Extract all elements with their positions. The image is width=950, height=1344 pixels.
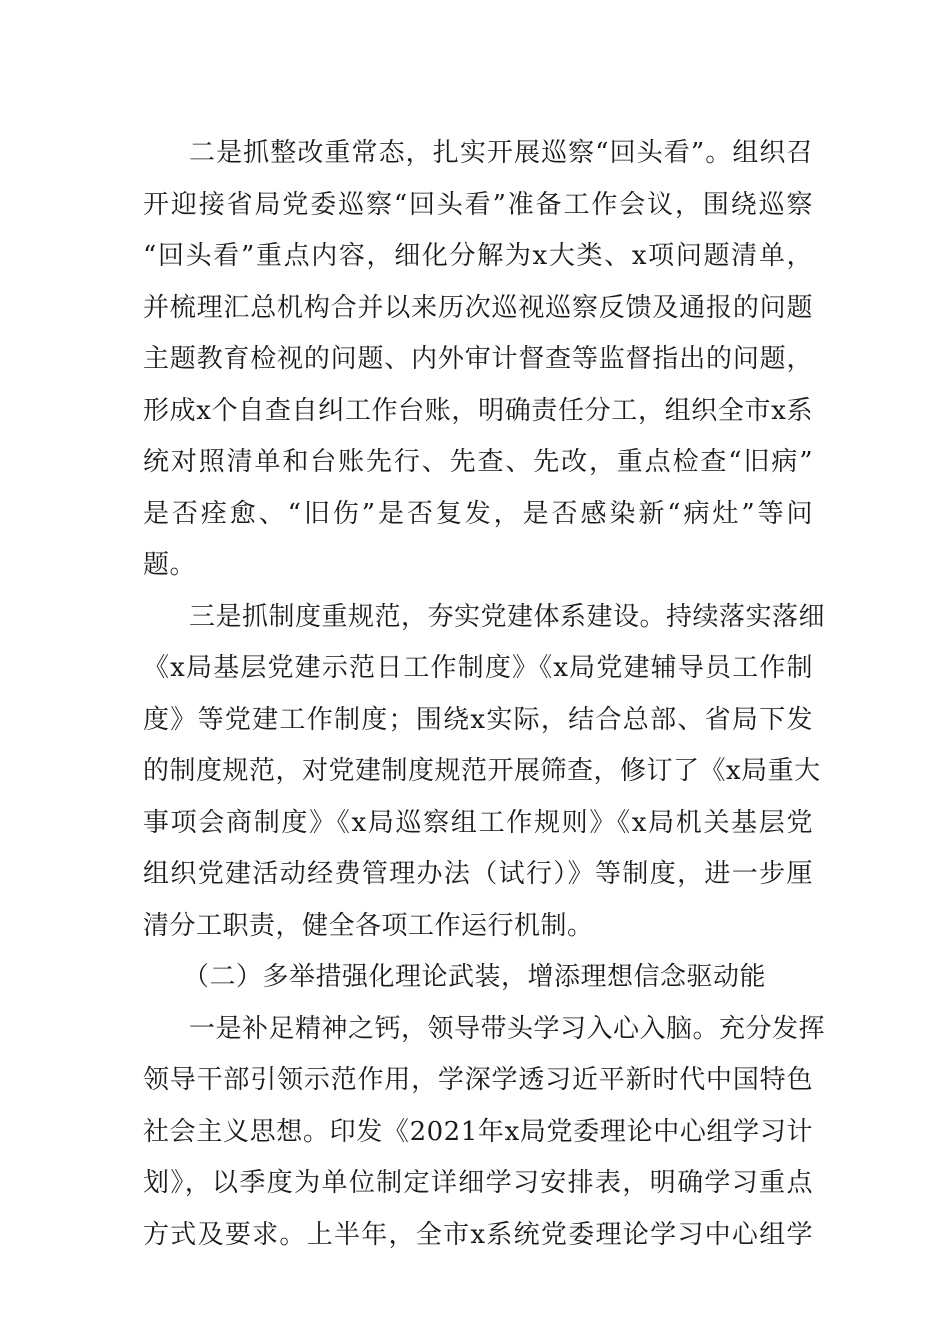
paragraph-line: 的制度规范，对党建制度规范开展筛查，修订了《x局重大 [143,756,821,786]
paragraph-line-last: 题。 [143,550,197,580]
paragraph-line: “回头看”重点内容，细化分解为x大类、x项问题清单， [143,241,813,271]
paragraph-line: 社会主义思想。印发《2021年x局党委理论中心组学习计 [143,1116,813,1147]
paragraph-line-last: 清分工职责，健全各项工作运行机制。 [143,910,594,941]
paragraph-line: 形成x个自查自纠工作台账，明确责任分工，组织全市x系 [143,395,813,426]
document-body [143,128,826,1261]
paragraph-line: 是否痊愈、“旧伤”是否复发，是否感染新“病灶”等问 [143,498,813,529]
paragraph-line: 开迎接省局党委巡察“回头看”准备工作会议，围绕巡察 [143,189,813,220]
paragraph-line: 方式及要求。上半年，全市x系统党委理论学习中心组学 [143,1219,813,1250]
paragraph-line: 统对照清单和台账先行、先查、先改，重点检查“旧病” [143,447,813,477]
paragraph-line: 三是抓制度重规范，夯实党建体系建设。持续落实落细 [189,601,826,632]
paragraph-line: 划》，以季度为单位制定详细学习安排表，明确学习重点 [143,1168,813,1198]
paragraph-line: 并梳理汇总机构合并以来历次巡视巡察反馈及通报的问题 [143,292,813,323]
paragraph-line: 一是补足精神之钙，领导带头学习入心入脑。充分发挥 [189,1013,826,1044]
paragraph-line: 度》等党建工作制度；围绕x实际，结合总部、省局下发 [143,704,813,735]
paragraph-line: 事项会商制度》《x局巡察组工作规则》《x局机关基层党 [143,807,813,838]
section-heading: （二）多举措强化理论武装，增添理想信念驱动能 [183,962,767,992]
paragraph-line: 《x局基层党建示范日工作制度》《x局党建辅导员工作制 [143,653,813,683]
paragraph-line: 组织党建活动经费管理办法（试行）》等制度，进一步厘 [143,859,813,889]
paragraph-line: 二是抓整改重常态，扎实开展巡察“回头看”。组织召 [189,138,813,168]
paragraph-line: 主题教育检视的问题、内外审计督查等监督指出的问题， [143,344,813,374]
paragraph-line: 领导干部引领示范作用，学深学透习近平新时代中国特色 [143,1065,813,1095]
